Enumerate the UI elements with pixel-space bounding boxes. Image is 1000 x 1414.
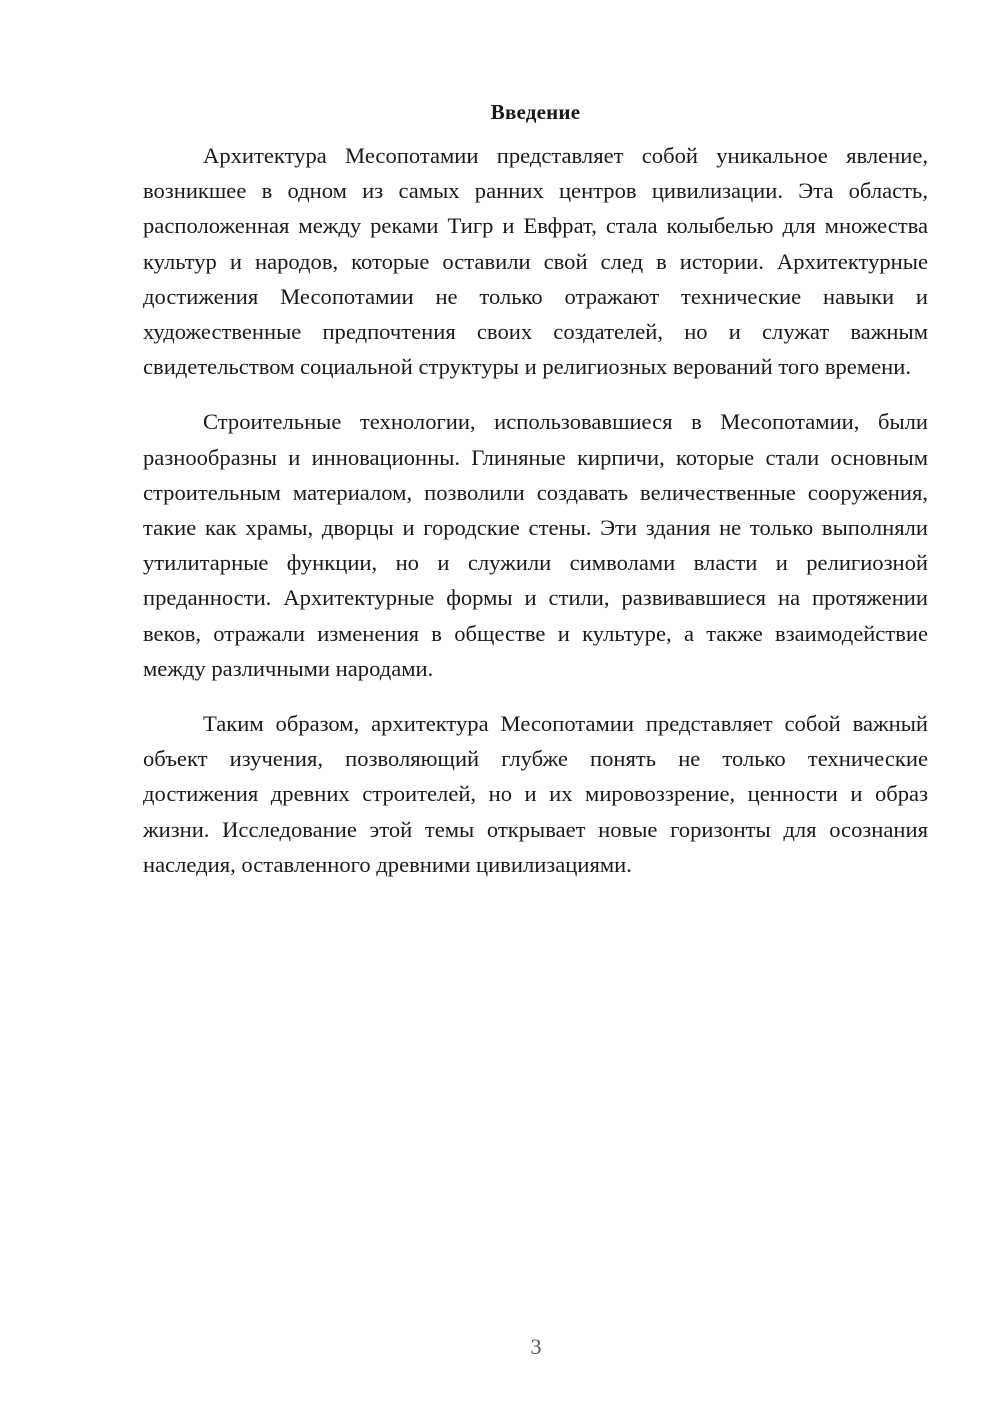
paragraph-technologies: Строительные технологии, использовавшиеся в Месопотамии, были разнообразны и инновационны. Глиняные кирпичи, которые стали основным строительным материалом, позволили создавать величественные сооружения, такие как храмы, дворцы и городские стены. Эти здания не только выполняли утилитарные функции, но и служили символами власти и религиозной преданности. Архитектурные формы и стили, развивавшиеся на протяжении веков, отражали изменения в обществе и культуре, а также взаимодействие между различными народами. xyxy=(143,409,928,681)
page-number: 3 xyxy=(530,1334,542,1359)
page-content xyxy=(143,96,928,902)
section-title: Введение xyxy=(490,100,581,124)
paragraph-intro: Архитектура Месопотамии представляет собой уникальное явление, возникшее в одном из самых ранних центров цивилизации. Эта область, расположенная между реками Тигр и Евфрат, стала колыбелью для множества культур и народов, которые оставили свой след в истории. Архитектурные достижения Месопотамии не только отражают технические навыки и художественные предпочтения своих создателей, но и служат важным свидетельством социальной структуры и религиозных верований того времени. xyxy=(143,143,928,380)
paragraph-conclusion: Таким образом, архитектура Месопотамии представляет собой важный объект изучения, позволяющий глубже понять не только технические достижения древних строителей, но и их мировоззрение, ценности и образ жизни. Исследование этой темы открывает новые горизонты для осознания наследия, оставленного древними цивилизациями. xyxy=(143,711,928,877)
